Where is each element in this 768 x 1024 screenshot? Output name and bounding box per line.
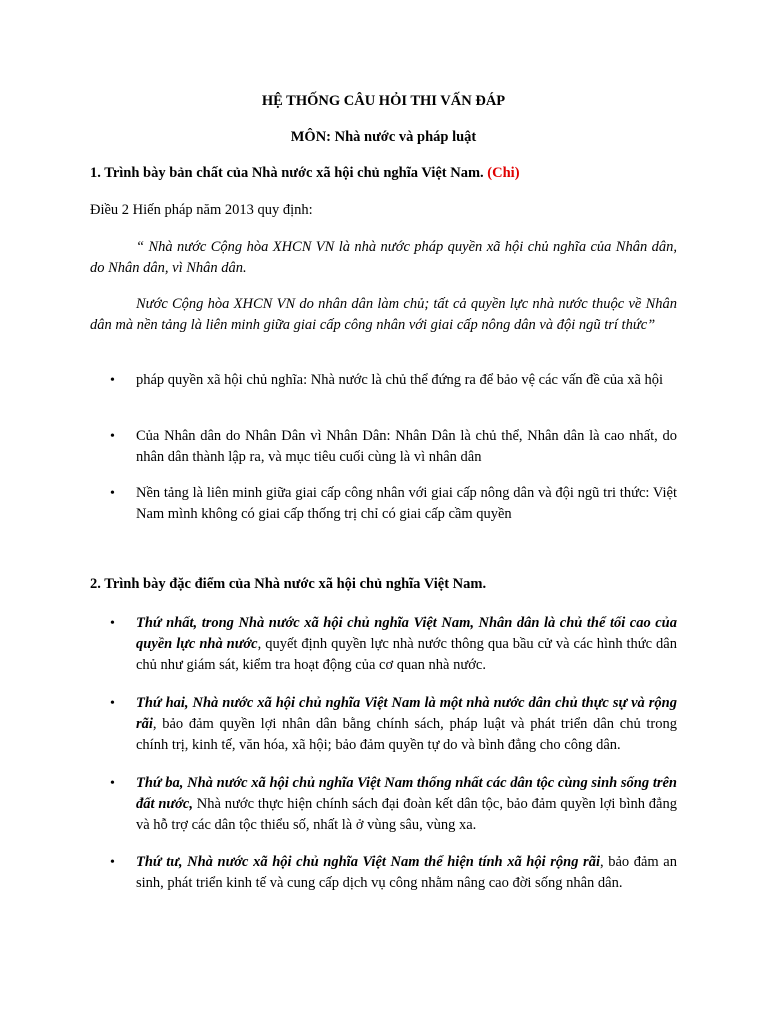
list-item-text (136, 852, 677, 894)
bullet-icon: • (110, 776, 115, 791)
list-item-lead: Thứ tư, Nhà nước xã hội chủ nghĩa Việt Nam thể hiện tính xã hội rộng rãi (136, 854, 600, 870)
list-item-lead: Thứ hai, Nhà nước xã hội chủ nghĩa Việt Nam là một nhà nước dân chủ thực sự và rộng rãi (136, 695, 677, 732)
bullet-icon: • (110, 616, 115, 631)
list-item-text (136, 693, 677, 756)
document-title: HỆ THỐNG CÂU HỎI THI VẤN ĐÁP (261, 93, 506, 109)
question-1-heading (90, 165, 677, 182)
list-item-rest: , bảo đảm an sinh, phát triển kinh tế và cung cấp dịch vụ công nhằm nâng cao đời sống nhân dân. (136, 854, 677, 891)
constitution-quote-1: “ Nhà nước Cộng hòa XHCN VN là nhà nước pháp quyền xã hội chủ nghĩa của Nhân dân, do Nhân dân, vì Nhân dân. (90, 239, 677, 276)
list-item-rest: , quyết định quyền lực nhà nước thông qua bầu cử và các hình thức dân chủ như giám sát, kiểm tra hoạt động của cơ quan nhà nước. (136, 636, 677, 673)
subject-line: MÔN: Nhà nước và pháp luật (290, 129, 477, 145)
question-1-intro: Điều 2 Hiến pháp năm 2013 quy định: (90, 202, 313, 218)
list-item-lead: Thứ ba, Nhà nước xã hội chủ nghĩa Việt Nam thống nhất các dân tộc cùng sinh sống trên đất nước, (136, 775, 677, 812)
bullet-icon: • (110, 429, 115, 444)
question-1-tag: (Chi) (487, 165, 520, 181)
question-1-text: 1. Trình bày bản chất của Nhà nước xã hội chủ nghĩa Việt Nam. (90, 165, 484, 181)
constitution-quote-2: Nước Cộng hòa XHCN VN do nhân dân làm chủ; tất cả quyền lực nhà nước thuộc về Nhân dân mà nền tảng là liên minh giữa giai cấp công nhân với giai cấp nông dân và đội ngũ trí thức” (90, 296, 677, 333)
bullet-icon: • (110, 855, 115, 870)
question-2-heading: 2. Trình bày đặc điểm của Nhà nước xã hội chủ nghĩa Việt Nam. (90, 576, 487, 592)
list-item-text: Nền tảng là liên minh giữa giai cấp công nhân với giai cấp nông dân và đội ngũ tri thức: Việt Nam mình không có giai cấp thống trị chỉ có giai cấp cầm quyền (136, 485, 677, 522)
list-item-text (136, 613, 677, 676)
bullet-icon: • (110, 486, 115, 501)
list-item-text: Của Nhân dân do Nhân Dân vì Nhân Dân: Nhân Dân là chủ thể, Nhân dân là cao nhất, do nhân dân thành lập ra, và mục tiêu cuối cùng là vì nhân dân (136, 428, 677, 465)
bullet-icon: • (110, 373, 115, 388)
list-item-text (136, 773, 677, 836)
bullet-icon: • (110, 696, 115, 711)
list-item-rest: Nhà nước thực hiện chính sách đại đoàn kết dân tộc, bảo đảm quyền lợi bình đẳng và hỗ trợ các dân tộc thiểu số, nhất là ở vùng sâu, vùng xa. (136, 796, 677, 833)
list-item-lead: Thứ nhất, trong Nhà nước xã hội chủ nghĩa Việt Nam, Nhân dân là chủ thể tối cao của quyền lực nhà nước (136, 615, 677, 652)
list-item-text: pháp quyền xã hội chủ nghĩa: Nhà nước là chủ thể đứng ra để bảo vệ các vấn đề của xã hội (136, 372, 664, 388)
list-item-rest: , bảo đảm quyền lợi nhân dân bằng chính sách, pháp luật và phát triển dân chủ trong chính trị, kinh tế, văn hóa, xã hội; bảo đảm quyền tự do và bình đẳng cho công dân. (136, 716, 677, 753)
